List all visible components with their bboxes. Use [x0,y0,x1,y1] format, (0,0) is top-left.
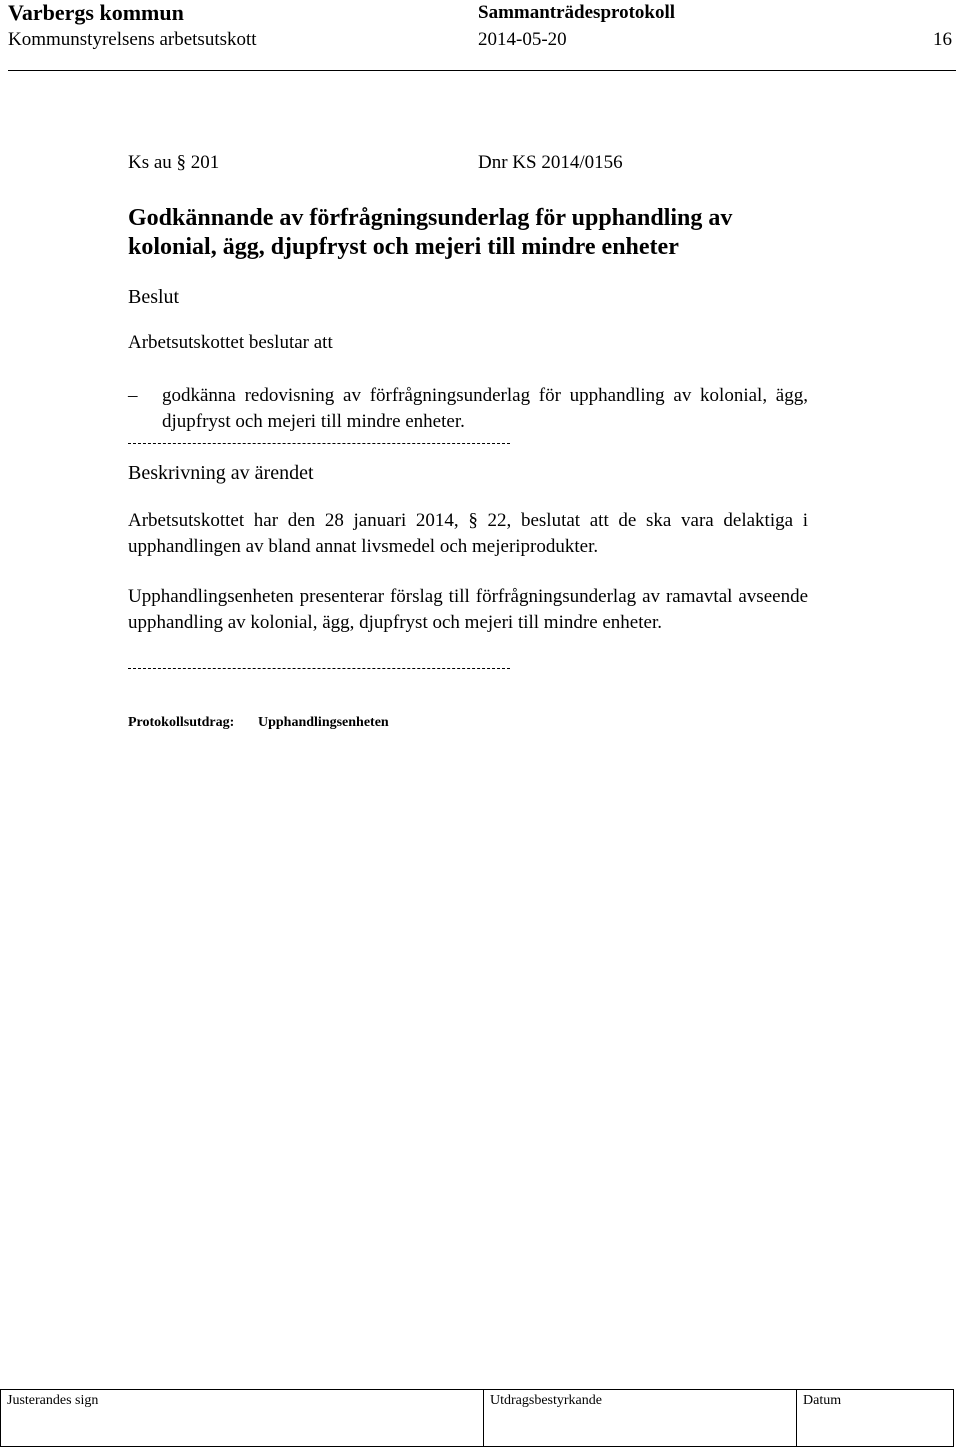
decision-heading: Beslut [128,286,180,308]
utdrag-cell [484,1390,797,1447]
organization-name: Varbergs kommun [8,0,184,25]
dash-bullet-icon: – [128,385,138,406]
justering-cell [1,1390,484,1447]
section-divider [128,443,510,444]
distribution-recipients: Upphandlingsenheten [258,715,389,730]
paragraph-number: Ks au § 201 [128,152,220,173]
decision-item-text: godkänna redovisning av förfrågningsunderlag för upphandling av kolonial, ägg, djupfryst och mejeri till mindre enheter. [162,385,808,432]
distribution-line [128,710,808,736]
list-item [128,383,808,435]
section-divider [128,668,510,669]
committee-name: Kommunstyrelsens arbetsutskott [8,29,257,50]
description-paragraph: Upphandlingsenheten presenterar förslag till förfrågningsunderlag av ramavtal avseende upphandling av kolonial, ägg, djupfryst och mejeri till mindre enheter. [128,586,808,633]
paragraph-reference [128,150,808,176]
document-type: Sammanträdesprotokoll [478,2,676,23]
signature-table [0,1389,954,1447]
description-paragraph: Arbetsutskottet har den 28 januari 2014, § 22, beslutat att de ska vara delaktiga i upphandlingen av bland annat livsmedel och mejeriprodukter. [128,510,808,557]
datum-cell [797,1390,954,1447]
meeting-date: 2014-05-20 [478,29,567,50]
decision-intro: Arbetsutskottet beslutar att [128,332,333,353]
datum-label: Datum [803,1393,842,1408]
decision-list [128,383,808,435]
distribution-label: Protokollsutdrag: [128,715,235,730]
utdrag-label: Utdragsbestyrkande [490,1393,602,1408]
header-divider [8,70,956,71]
description-heading: Beskrivning av ärendet [128,462,314,484]
diary-number: Dnr KS 2014/0156 [478,152,623,173]
page-number: 16 [933,29,952,50]
item-title: Godkännande av förfrågningsunderlag för upphandling av kolonial, ägg, djupfryst och mejeri till mindre enheter [128,205,733,260]
justering-label: Justerandes sign [7,1393,99,1408]
